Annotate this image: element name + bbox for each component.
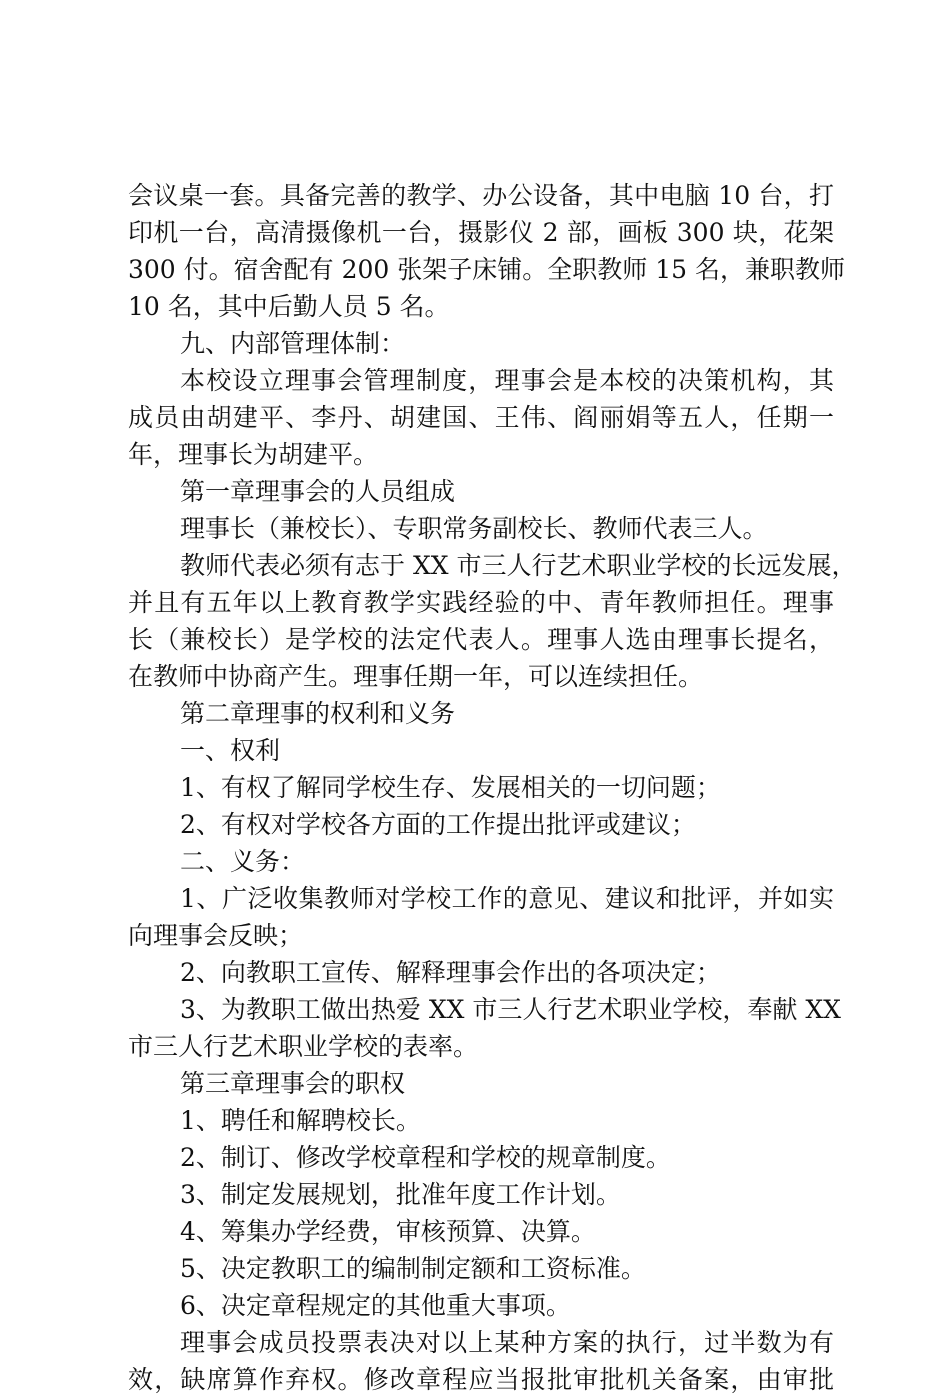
list-item: 6、决定章程规定的其他重大事项。	[180, 1291, 571, 1320]
text-line: 市三人行艺术职业学校的表率。	[128, 1032, 479, 1061]
list-item: 1、有权了解同学校生存、发展相关的一切问题；	[180, 773, 721, 802]
chapter-heading: 第二章理事的权利和义务	[180, 699, 456, 728]
text-line: 效，缺席算作弃权。修改章程应当报批审批机关备案，由审批	[128, 1365, 834, 1394]
list-item: 4、筹集办学经费，审核预算、决算。	[180, 1217, 596, 1246]
text-line: 理事会成员投票表决对以上某种方案的执行，过半数为有	[180, 1328, 834, 1357]
text-line: 并且有五年以上教育教学实践经验的中、青年教师担任。理事	[128, 588, 834, 617]
text-line: 成员由胡建平、李丹、胡建国、王伟、阎丽娟等五人，任期一	[128, 403, 834, 432]
list-item: 1、聘任和解聘校长。	[180, 1106, 421, 1135]
list-item: 1、广泛收集教师对学校工作的意见、建议和批评，并如实	[180, 884, 834, 913]
text-line: 年，理事长为胡建平。	[128, 440, 379, 469]
text-line: 向理事会反映；	[128, 921, 304, 950]
list-heading: 二、义务：	[180, 847, 306, 876]
chapter-heading: 第一章理事会的人员组成	[180, 477, 456, 506]
text-line: 本校设立理事会管理制度，理事会是本校的决策机构，其	[180, 366, 834, 395]
list-item: 3、制定发展规划，批准年度工作计划。	[180, 1180, 621, 1209]
list-item: 2、制订、修改学校章程和学校的规章制度。	[180, 1143, 671, 1172]
text-line: 长（兼校长）是学校的法定代表人。理事人选由理事长提名，	[128, 625, 834, 654]
list-heading: 一、权利	[180, 736, 281, 765]
chapter-heading: 第三章理事会的职权	[180, 1069, 406, 1098]
section-heading: 九、内部管理体制：	[180, 329, 406, 358]
list-item: 5、决定教职工的编制制定额和工资标准。	[180, 1254, 646, 1283]
text-line: 300 付。宿舍配有 200 张架子床铺。全职教师 15 名，兼职教师	[128, 255, 845, 284]
text-line: 在教师中协商产生。理事任期一年，可以连续担任。	[128, 662, 704, 691]
list-item: 2、向教职工宣传、解释理事会作出的各项决定；	[180, 958, 721, 987]
text-line: 教师代表必须有志于 XX 市三人行艺术职业学校的长远发展，	[180, 551, 857, 580]
text-line: 会议桌一套。具备完善的教学、办公设备，其中电脑 10 台，打	[128, 181, 834, 210]
text-line: 印机一台，高清摄像机一台，摄影仪 2 部，画板 300 块，花架	[128, 218, 834, 247]
text-line: 理事长（兼校长）、专职常务副校长、教师代表三人。	[180, 514, 768, 543]
text-line: 10 名，其中后勤人员 5 名。	[128, 292, 450, 321]
list-item: 3、为教职工做出热爱 XX 市三人行艺术职业学校，奉献 XX	[180, 995, 841, 1024]
list-item: 2、有权对学校各方面的工作提出批评或建议；	[180, 810, 696, 839]
document-body	[128, 177, 857, 1398]
